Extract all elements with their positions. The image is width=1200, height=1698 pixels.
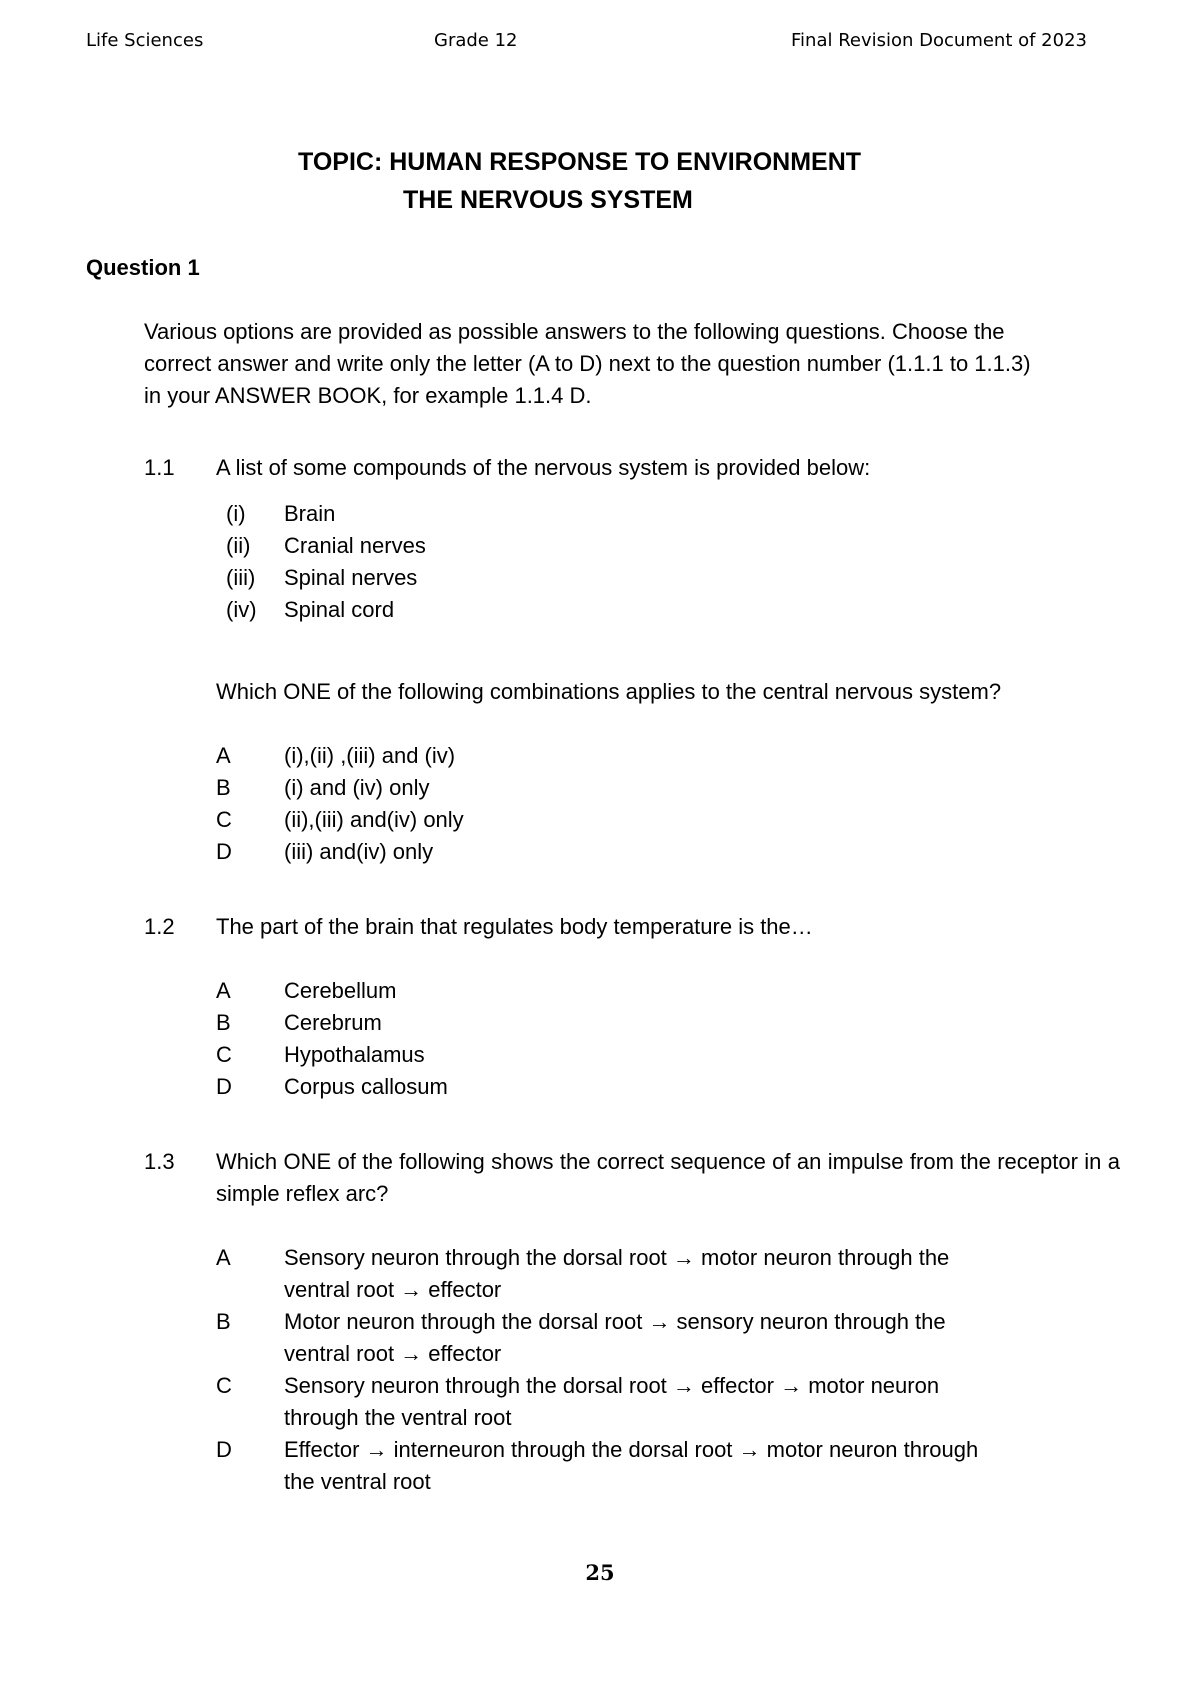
question-number: 1.2 <box>144 914 175 939</box>
list-item-number: (i) <box>226 501 246 526</box>
option-text: Corpus callosum <box>284 1074 448 1099</box>
header-grade: Grade 12 <box>434 30 518 51</box>
topic-subtitle: THE NERVOUS SYSTEM <box>403 186 693 214</box>
option-text: Cerebrum <box>284 1010 382 1035</box>
list-item-text: Spinal cord <box>284 597 395 622</box>
option-text-line1: Sensory neuron through the dorsal root → motor neuron through the <box>284 1245 950 1270</box>
option-letter: B <box>216 1309 231 1334</box>
option-text-line1: Sensory neuron through the dorsal root → effector → motor neuron <box>284 1373 940 1398</box>
option-text: (ii),(iii) and(iv) only <box>284 807 464 832</box>
option-text-line2: the ventral root <box>284 1469 431 1494</box>
option-text-line2: ventral root → effector <box>284 1341 502 1366</box>
list-item-text: Brain <box>284 501 336 526</box>
option-letter: C <box>216 1373 232 1398</box>
option-letter: D <box>216 1074 232 1099</box>
question-instructions: Various options are provided as possible answers to the following questions. Choose the correct answer and write only the letter (A to D) next to the question number (1.1.1 to 1.1.3) in your ANSWER BOOK, for example 1.1.4 D. <box>144 319 1031 408</box>
option-letter: D <box>216 839 232 864</box>
question-number: 1.1 <box>144 455 175 480</box>
page-number: 25 <box>585 1560 615 1585</box>
option-letter: C <box>216 807 232 832</box>
option-letter: B <box>216 775 231 800</box>
header-document-title: Final Revision Document of 2023 <box>790 30 1087 51</box>
option-text-line1: Effector → interneuron through the dorsal root → motor neuron through <box>284 1437 979 1462</box>
list-item-number: (iii) <box>226 565 256 590</box>
option-text: Cerebellum <box>284 978 397 1003</box>
option-letter: A <box>216 978 231 1003</box>
option-text-line2: ventral root → effector <box>284 1277 502 1302</box>
option-text: (iii) and(iv) only <box>284 839 434 864</box>
question-text: The part of the brain that regulates body temperature is the… <box>216 914 813 939</box>
topic-title: TOPIC: HUMAN RESPONSE TO ENVIRONMENT <box>298 148 862 176</box>
option-text-line2: through the ventral root <box>284 1405 512 1430</box>
list-item-number: (iv) <box>226 597 257 622</box>
list-item-text: Spinal nerves <box>284 565 418 590</box>
option-text: (i),(ii) ,(iii) and (iv) <box>284 743 456 768</box>
list-item-text: Cranial nerves <box>284 533 426 558</box>
question-prompt: Which ONE of the following combinations applies to the central nervous system? <box>216 679 1002 704</box>
header-subject: Life Sciences <box>86 30 204 51</box>
question-text: Which ONE of the following shows the correct sequence of an impulse from the receptor in a simple reflex arc? <box>216 1149 1120 1206</box>
option-letter: A <box>216 1245 231 1270</box>
question-text: A list of some compounds of the nervous system is provided below: <box>216 455 871 480</box>
option-text: (i) and (iv) only <box>284 775 430 800</box>
question-heading: Question 1 <box>86 255 200 280</box>
option-letter: A <box>216 743 231 768</box>
option-text-line1: Motor neuron through the dorsal root → sensory neuron through the <box>284 1309 946 1334</box>
list-item-number: (ii) <box>226 533 251 558</box>
option-letter: C <box>216 1042 232 1067</box>
option-letter: B <box>216 1010 231 1035</box>
option-text: Hypothalamus <box>284 1042 425 1067</box>
question-number: 1.3 <box>144 1149 175 1174</box>
option-letter: D <box>216 1437 232 1462</box>
